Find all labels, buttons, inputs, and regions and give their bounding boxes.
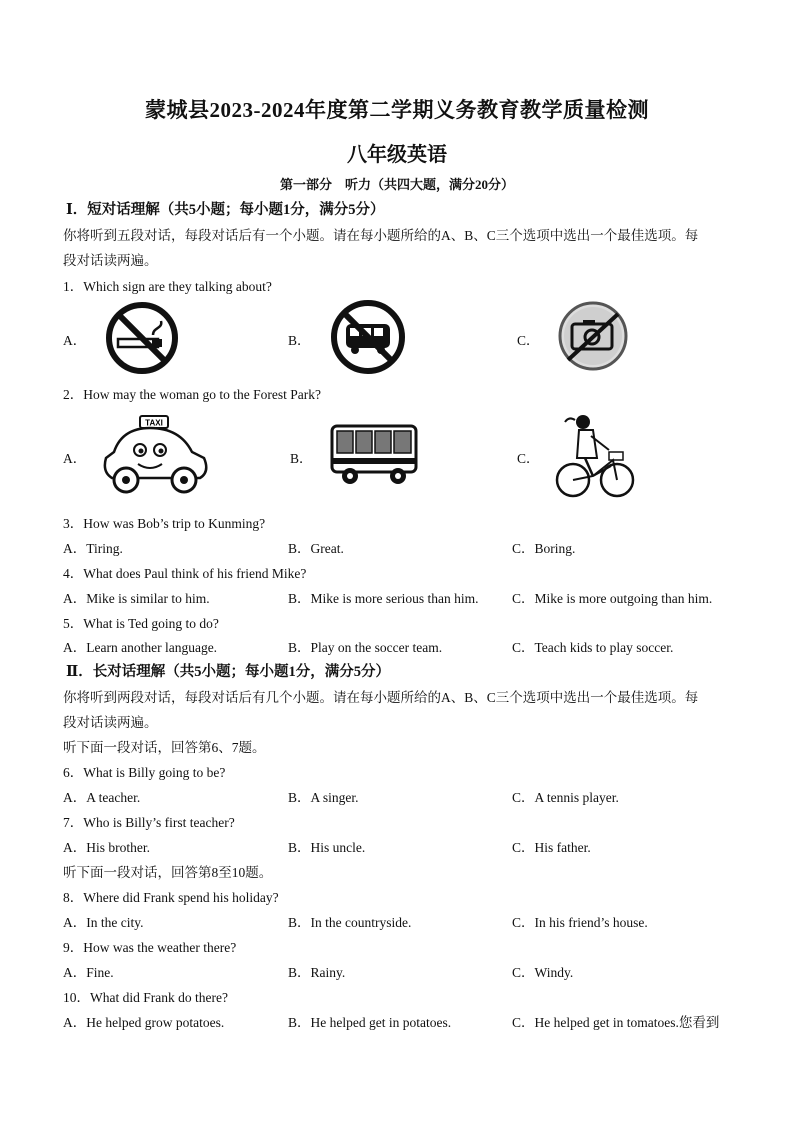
q9-option-c: C．Windy. — [512, 965, 574, 980]
q1-label-b: B． — [288, 333, 311, 348]
section2-heading: Ⅱ．长对话理解（共5小题；每小题1分，满分5分） — [66, 664, 390, 680]
q4-option-b: B．Mike is more serious than him. — [288, 591, 479, 606]
q7-option-b: B．His uncle. — [288, 840, 366, 855]
section1-instruction-line1: 你将听到五段对话，每段对话后有一个小题。请在每小题所给的A、B、C三个选项中选出一个最佳选项。每 — [63, 228, 699, 243]
q8-stem: 8．Where did Frank spend his holiday? — [63, 890, 279, 905]
q2-label-a: A． — [63, 451, 87, 466]
q5-option-c: C．Teach kids to play soccer. — [512, 640, 674, 655]
q7-option-c: C．His father. — [512, 840, 591, 855]
q8-option-b: B．In the countryside. — [288, 915, 412, 930]
q8-option-c: C．In his friend’s house. — [512, 915, 648, 930]
q9-stem: 9．How was the weather there? — [63, 940, 237, 955]
q6-option-c: C．A tennis player. — [512, 790, 619, 805]
q1-label-a: A． — [63, 333, 87, 348]
q2-stem: 2．How may the woman go to the Forest Park? — [63, 387, 321, 402]
q3-option-b: B．Great. — [288, 541, 344, 556]
q2-label-b: B． — [290, 451, 313, 466]
q7-stem: 7．Who is Billy’s first teacher? — [63, 815, 235, 830]
q6-option-a: A．A teacher. — [63, 790, 141, 805]
exam-title: 蒙城县2023-2024年度第二学期义务教育教学质量检测 — [145, 98, 649, 122]
q3-option-c: C．Boring. — [512, 541, 576, 556]
q10-stem: 10．What did Frank do there? — [63, 990, 228, 1005]
q3-option-a: A．Tiring. — [63, 541, 123, 556]
q10-option-a: A．He helped grow potatoes. — [63, 1015, 225, 1030]
q1-label-c: C． — [517, 333, 540, 348]
q8-option-a: A．In the city. — [63, 915, 144, 930]
q2-label-c: C． — [517, 451, 540, 466]
q3-stem: 3．How was Bob’s trip to Kunming? — [63, 516, 266, 531]
q4-option-c: C．Mike is more outgoing than him. — [512, 591, 713, 606]
section1-instruction-line2: 段对话读两遍。 — [63, 253, 158, 268]
q9-option-a: A．Fine. — [63, 965, 114, 980]
q5-option-b: B．Play on the soccer team. — [288, 640, 443, 655]
q1-stem: 1．Which sign are they talking about? — [63, 279, 272, 294]
section2-instruction-line1: 你将听到两段对话，每段对话后有几个小题。请在每小题所给的A、B、C三个选项中选出一个最佳选项。每 — [63, 690, 699, 705]
section2-instruction-line2: 段对话读两遍。 — [63, 715, 158, 730]
exam-subtitle: 八年级英语 — [347, 144, 447, 166]
taxi-sign-text: TAXI — [145, 418, 163, 428]
taxi-icon — [100, 412, 212, 498]
bus-icon — [328, 422, 420, 488]
section1-heading: Ⅰ．短对话理解（共5小题；每小题1分，满分5分） — [66, 202, 385, 218]
no-bus-sign-icon — [329, 298, 407, 376]
q5-stem: 5．What is Ted going to do? — [63, 616, 219, 631]
q4-stem: 4．What does Paul think of his friend Mike? — [63, 566, 307, 581]
q4-option-a: A．Mike is similar to him. — [63, 591, 210, 606]
q9-option-b: B．Rainy. — [288, 965, 346, 980]
q6-option-b: B．A singer. — [288, 790, 359, 805]
q10-option-b: B．He helped get in potatoes. — [288, 1015, 452, 1030]
bicycle-rider-icon — [553, 410, 637, 500]
q10-option-c: C．He helped get in tomatoes.您看到 — [512, 1015, 720, 1030]
q7-option-a: A．His brother. — [63, 840, 150, 855]
no-photo-sign-icon — [556, 298, 630, 374]
q6-stem: 6．What is Billy going to be? — [63, 765, 226, 780]
part-heading: 第一部分 听力（共四大题，满分20分） — [279, 177, 514, 192]
section2-lead-q8-10: 听下面一段对话，回答第8至10题。 — [63, 865, 273, 880]
q5-option-a: A．Learn another language. — [63, 640, 218, 655]
no-smoking-sign-icon — [103, 299, 181, 377]
section2-lead-q6-7: 听下面一段对话，回答第6、7题。 — [63, 740, 266, 755]
